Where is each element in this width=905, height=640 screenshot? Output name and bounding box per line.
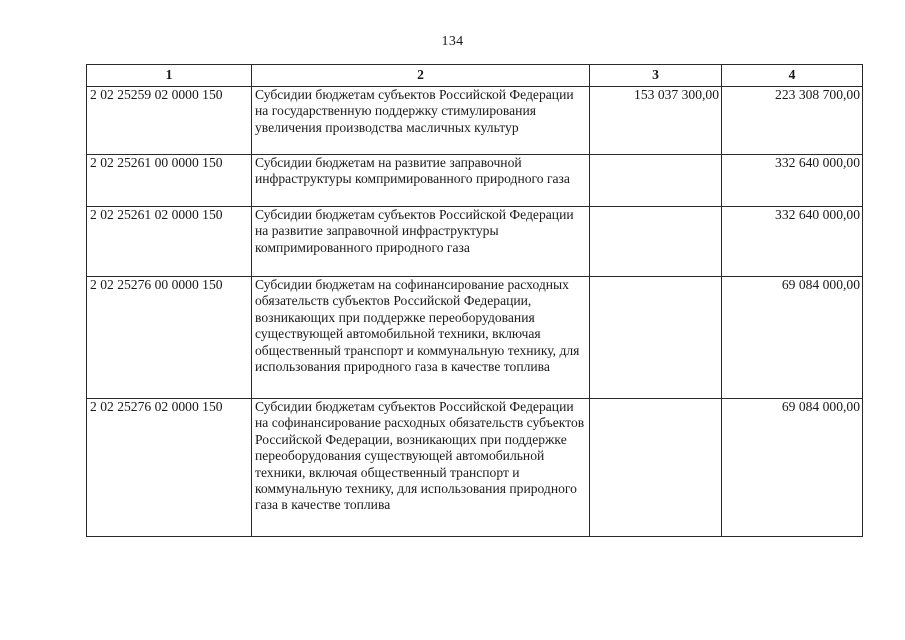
row-description: Субсидии бюджетам на софинансирование расходных обязательств субъектов Российской Федерации, возникающих при поддержке переоборудования существующей автомобильной техники, включая общественный транспорт и коммунальную технику, для использования природного газа в качестве топлива: [252, 277, 590, 399]
table-row: [87, 155, 863, 207]
amount-col4: 69 084 000,00: [722, 277, 863, 399]
amount-col3: [590, 277, 722, 399]
amount-col3: [590, 399, 722, 537]
row-description: Субсидии бюджетам субъектов Российской Федерации на софинансирование расходных обязательств субъектов Российской Федерации, возникающих при поддержке переоборудования существующей автомобильной техники, включая общественный транспорт и коммунальную технику, для использования природного газа в качестве топлива: [252, 399, 590, 537]
amount-col3: [590, 155, 722, 207]
column-header-4: 4: [722, 65, 863, 87]
income-code: 2 02 25259 02 0000 150: [87, 87, 252, 155]
amount-col4: 332 640 000,00: [722, 155, 863, 207]
income-code: 2 02 25276 02 0000 150: [87, 399, 252, 537]
table-row: [87, 277, 863, 399]
budget-table: [86, 64, 863, 537]
header-row: [87, 65, 863, 87]
column-header-2: 2: [252, 65, 590, 87]
page-number: 134: [441, 34, 464, 49]
amount-col3: [590, 207, 722, 277]
income-code: 2 02 25276 00 0000 150: [87, 277, 252, 399]
row-description: Субсидии бюджетам субъектов Российской Федерации на развитие заправочной инфраструктуры компримированного природного газа: [252, 207, 590, 277]
table-row: [87, 87, 863, 155]
column-header-3: 3: [590, 65, 722, 87]
table-row: [87, 207, 863, 277]
amount-col3: 153 037 300,00: [590, 87, 722, 155]
amount-col4: 332 640 000,00: [722, 207, 863, 277]
income-code: 2 02 25261 00 0000 150: [87, 155, 252, 207]
amount-col4: 223 308 700,00: [722, 87, 863, 155]
row-description: Субсидии бюджетам субъектов Российской Федерации на государственную поддержку стимулирования увеличения производства масличных культур: [252, 87, 590, 155]
column-header-1: 1: [87, 65, 252, 87]
amount-col4: 69 084 000,00: [722, 399, 863, 537]
row-description: Субсидии бюджетам на развитие заправочной инфраструктуры компримированного природного газа: [252, 155, 590, 207]
table-body: [87, 87, 863, 537]
table-header: [87, 65, 863, 87]
income-code: 2 02 25261 02 0000 150: [87, 207, 252, 277]
table-row: [87, 399, 863, 537]
